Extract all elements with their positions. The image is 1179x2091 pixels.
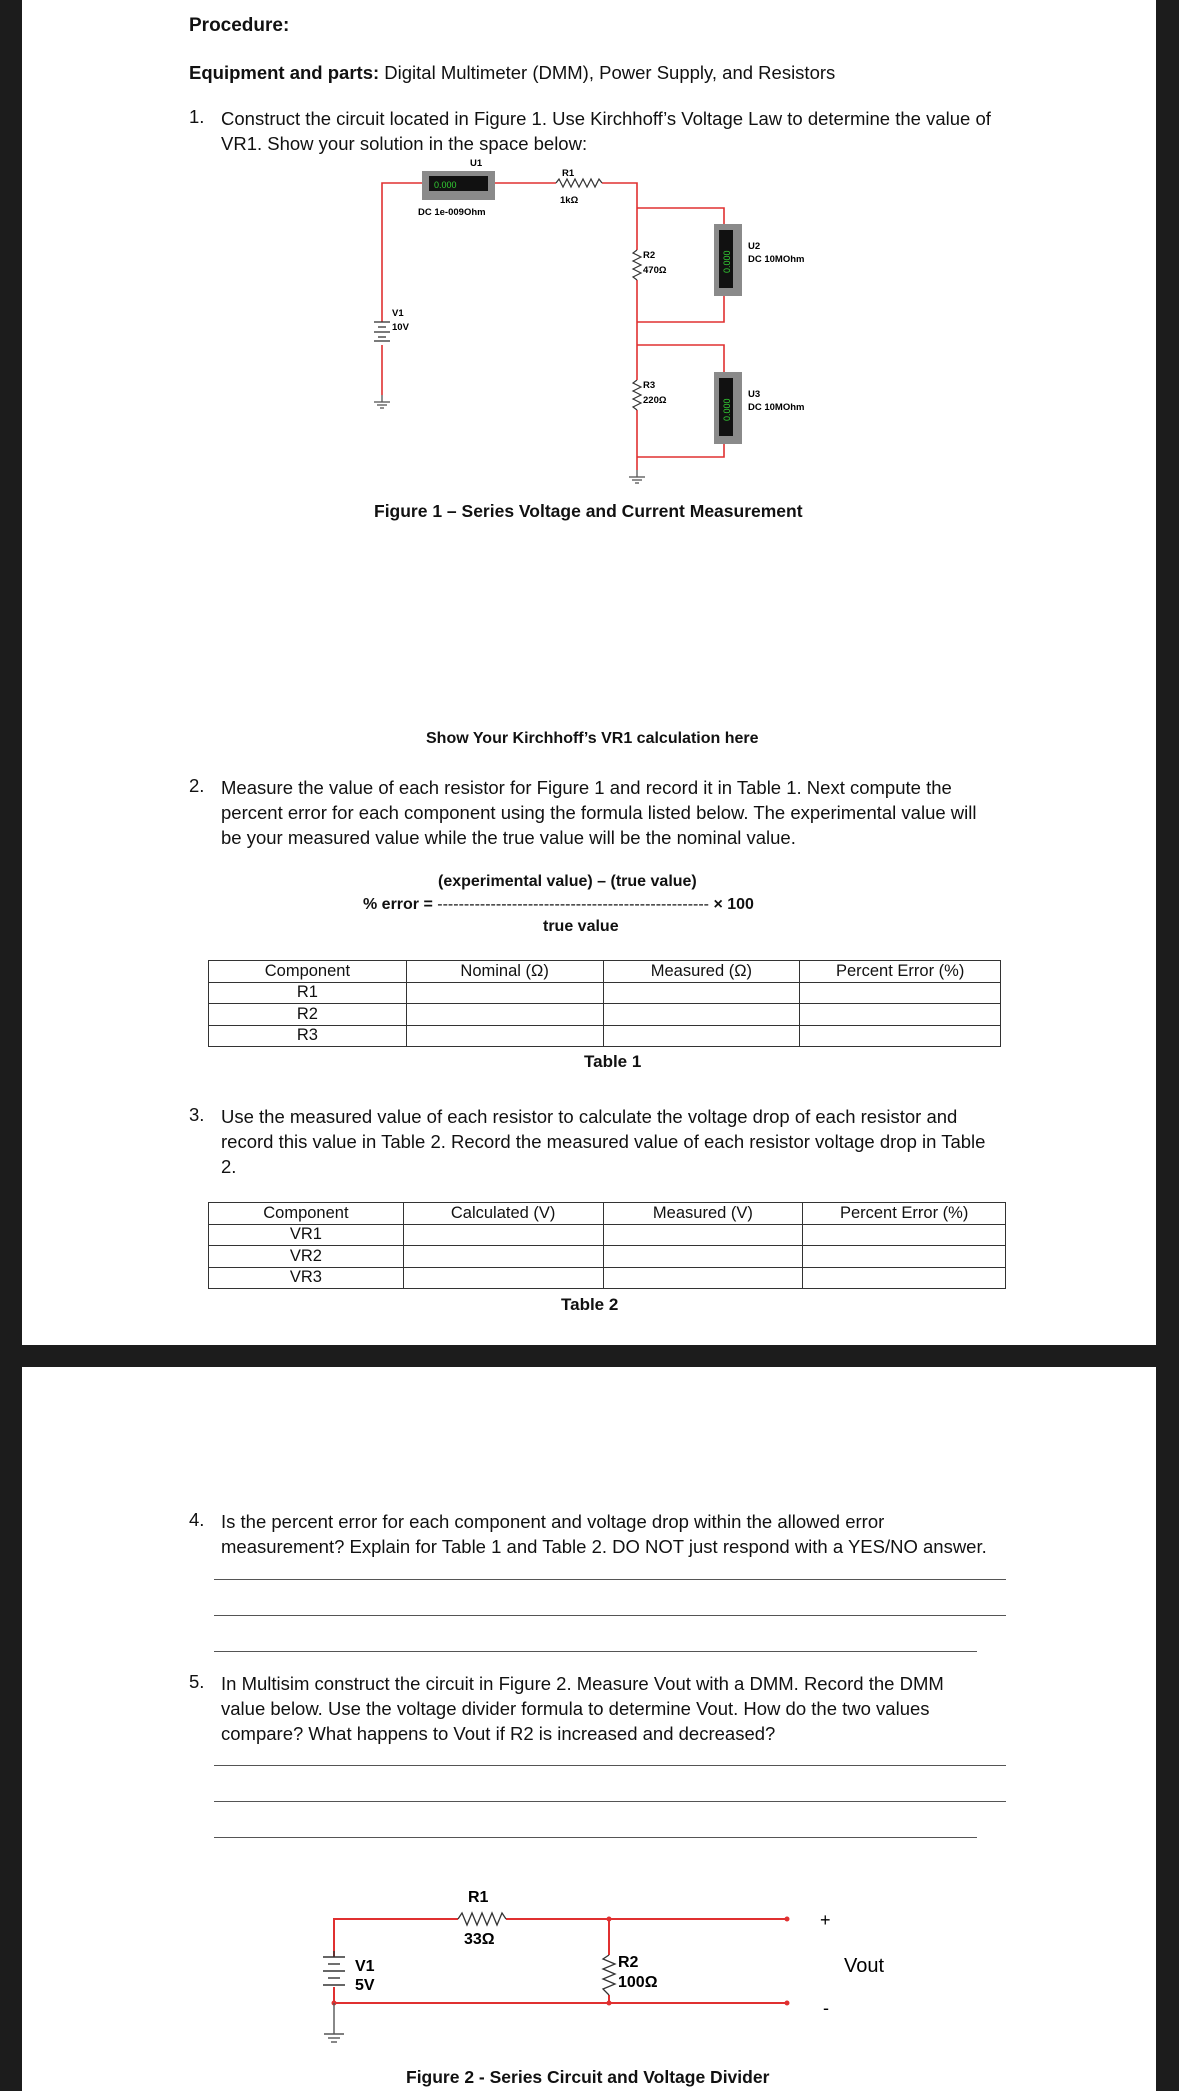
figure2-junction-dot: [607, 1917, 612, 1922]
figure1-u1-mode: DC 1e-009Ohm: [418, 207, 486, 218]
figure1-r1-label: R1: [562, 168, 575, 179]
table1-empty-cell[interactable]: [603, 982, 800, 1004]
step5-answer-line[interactable]: [214, 1837, 977, 1838]
table-row: [209, 1267, 1006, 1289]
step3-number: 3.: [189, 1104, 205, 1125]
step4-text: [221, 1509, 987, 1559]
table2-empty-cell[interactable]: [603, 1246, 803, 1268]
table-row: [209, 1246, 1006, 1268]
step3-line2: record this value in Table 2. Record the measured value of each resistor voltage drop in Table: [221, 1131, 986, 1152]
step3-line1: Use the measured value of each resistor to calculate the voltage drop of each resistor and: [221, 1106, 958, 1127]
figure2-wires: [334, 1919, 787, 2003]
table2-component-cell: VR1: [209, 1224, 404, 1246]
figure1-u2-label: U2: [748, 241, 761, 252]
table2: [208, 1202, 1006, 1289]
step2-line1: Measure the value of each resistor for Figure 1 and record it in Table 1. Next compute the: [221, 777, 952, 798]
figure2-v1-label: V1: [355, 1958, 375, 1975]
step3-line3: 2.: [221, 1156, 237, 1177]
figure2-r1-value: 33Ω: [464, 1931, 495, 1948]
formula-denominator: true value: [543, 918, 619, 935]
step4-number: 4.: [189, 1509, 205, 1530]
table2-empty-cell[interactable]: [403, 1267, 603, 1289]
formula-line: [363, 896, 754, 914]
table1-empty-cell[interactable]: [603, 1004, 800, 1026]
figure2-plus-sign: +: [820, 1910, 831, 1930]
table2-caption: Table 2: [561, 1295, 619, 1314]
figure1-u2-mode: DC 10MOhm: [748, 254, 805, 265]
table1-header-cell: Nominal (Ω): [406, 961, 603, 983]
step4-answer-line[interactable]: [214, 1651, 977, 1652]
procedure-heading: Procedure:: [189, 15, 290, 36]
figure2-circuit: [22, 1847, 1156, 2067]
table2-header-cell: Percent Error (%): [803, 1203, 1006, 1225]
figure1-r3-value: 220Ω: [643, 395, 667, 406]
figure1-r2-value: 470Ω: [643, 265, 667, 276]
table2-header-row: [209, 1203, 1006, 1225]
table2-header-cell: Measured (V): [603, 1203, 803, 1225]
table1-header-cell: Measured (Ω): [603, 961, 800, 983]
step1-number: 1.: [189, 106, 205, 127]
step2-line3: be your measured value while the true value will be the nominal value.: [221, 827, 796, 848]
figure2-r2-label: R2: [618, 1954, 639, 1971]
table1-empty-cell[interactable]: [800, 1004, 1001, 1026]
table1-empty-cell[interactable]: [406, 1025, 603, 1047]
figure2-battery-v1: [323, 1951, 345, 1985]
figure1-u3-label: U3: [748, 389, 761, 400]
formula-lhs: % error =: [363, 896, 438, 913]
table1-empty-cell[interactable]: [800, 1025, 1001, 1047]
step5-line1: In Multisim construct the circuit in Figure 2. Measure Vout with a DMM. Record the DMM: [221, 1673, 944, 1694]
figure1-r2-label: R2: [643, 250, 656, 261]
table2-empty-cell[interactable]: [403, 1224, 603, 1246]
figure1-caption: Figure 1 – Series Voltage and Current Measurement: [374, 501, 803, 521]
figure2-ground: [324, 2003, 344, 2042]
formula-numerator: (experimental value) – (true value): [438, 873, 697, 890]
figure2-terminal-dot: [785, 1917, 790, 1922]
table1-empty-cell[interactable]: [800, 982, 1001, 1004]
step5-number: 5.: [189, 1671, 205, 1692]
step5-line2: value below. Use the voltage divider formula to determine Vout. How do the two values: [221, 1698, 930, 1719]
table2-header-cell: Component: [209, 1203, 404, 1225]
figure1-r2-resistor: [633, 250, 641, 280]
figure1-u3-mode: DC 10MOhm: [748, 402, 805, 413]
figure2-r1-label: R1: [468, 1889, 489, 1906]
figure1-r3-resistor: [633, 380, 641, 410]
figure1-battery-v1: [374, 322, 390, 341]
figure2-r2-value: 100Ω: [618, 1974, 658, 1991]
step5-line3: compare? What happens to Vout if R2 is increased and decreased?: [221, 1723, 776, 1744]
equipment-text: Digital Multimeter (DMM), Power Supply, and Resistors: [379, 62, 836, 83]
table1-header-row: [209, 961, 1001, 983]
step2-number: 2.: [189, 775, 205, 796]
table2-component-cell: VR2: [209, 1246, 404, 1268]
table2-component-cell: VR3: [209, 1267, 404, 1289]
document-page-2: [22, 1367, 1156, 2091]
figure1-u2-reading: 0.000: [722, 250, 732, 273]
figure1-r3-label: R3: [643, 380, 656, 391]
step1-line2: VR1. Show your solution in the space below:: [221, 133, 588, 154]
table-row: [209, 1224, 1006, 1246]
table-row: [209, 982, 1001, 1004]
table1-header-cell: Component: [209, 961, 407, 983]
table1-empty-cell[interactable]: [406, 982, 603, 1004]
figure1-grounds: [374, 395, 645, 483]
document-page-1: [22, 0, 1156, 1345]
figure2-r1-resistor: [458, 1913, 506, 1925]
table1-header-cell: Percent Error (%): [800, 961, 1001, 983]
figure1-u3-reading: 0.000: [722, 398, 732, 421]
table1-component-cell: R3: [209, 1025, 407, 1047]
figure1-r1-resistor: [556, 179, 602, 187]
step4-line2: measurement? Explain for Table 1 and Table 2. DO NOT just respond with a YES/NO answer.: [221, 1536, 987, 1557]
table1-component-cell: R1: [209, 982, 407, 1004]
step2-text: [221, 775, 976, 850]
step5-answer-line[interactable]: [214, 1765, 1006, 1766]
figure1-u1-label: U1: [470, 158, 483, 169]
figure2-terminal-dot: [785, 2001, 790, 2006]
equipment-label: Equipment and parts:: [189, 62, 380, 83]
table1-caption: Table 1: [584, 1052, 642, 1071]
step4-answer-line[interactable]: [214, 1579, 1006, 1580]
figure2-vout-label: Vout: [844, 1955, 885, 1977]
table2-empty-cell[interactable]: [603, 1224, 803, 1246]
table2-empty-cell[interactable]: [803, 1246, 1006, 1268]
figure2-caption: Figure 2 - Series Circuit and Voltage Divider: [406, 2067, 770, 2087]
step2-line2: percent error for each component using the formula listed below. The experimental value will: [221, 802, 977, 823]
table1-empty-cell[interactable]: [406, 1004, 603, 1026]
step4-answer-line[interactable]: [214, 1615, 1006, 1616]
table1-component-cell: R2: [209, 1004, 407, 1026]
figure1-u1-reading: 0.000: [434, 180, 457, 190]
figure2-v1-value: 5V: [355, 1977, 375, 1994]
step4-line1: Is the percent error for each component and voltage drop within the allowed error: [221, 1511, 885, 1532]
figure2-r2-resistor: [603, 1955, 615, 1995]
step1-line1: Construct the circuit located in Figure 1. Use Kirchhoff’s Voltage Law to determine the value of: [221, 108, 991, 129]
table2-empty-cell[interactable]: [803, 1224, 1006, 1246]
figure2-minus-sign: -: [823, 1998, 829, 2018]
table2-empty-cell[interactable]: [403, 1246, 603, 1268]
formula-multiplier: × 100: [709, 896, 754, 913]
step5-answer-line[interactable]: [214, 1801, 1006, 1802]
figure1-circuit: [22, 0, 1156, 500]
table1-empty-cell[interactable]: [603, 1025, 800, 1047]
table2-header-cell: Calculated (V): [403, 1203, 603, 1225]
table2-empty-cell[interactable]: [603, 1267, 803, 1289]
table2-empty-cell[interactable]: [803, 1267, 1006, 1289]
figure1-wires: [382, 183, 724, 470]
formula-dashes: ---------------------------------------------------: [437, 896, 709, 913]
step3-text: [221, 1104, 985, 1179]
figure1-v1-label: V1: [392, 308, 404, 319]
table-row: [209, 1025, 1001, 1047]
figure1-v1-value: 10V: [392, 322, 409, 333]
table-row: [209, 1004, 1001, 1026]
kirchhoff-caption: Show Your Kirchhoff’s VR1 calculation here: [426, 730, 759, 747]
figure2-junction-dot: [607, 2001, 612, 2006]
table1: [208, 960, 1001, 1047]
step5-text: [221, 1671, 944, 1746]
figure1-r1-value: 1kΩ: [560, 195, 579, 206]
